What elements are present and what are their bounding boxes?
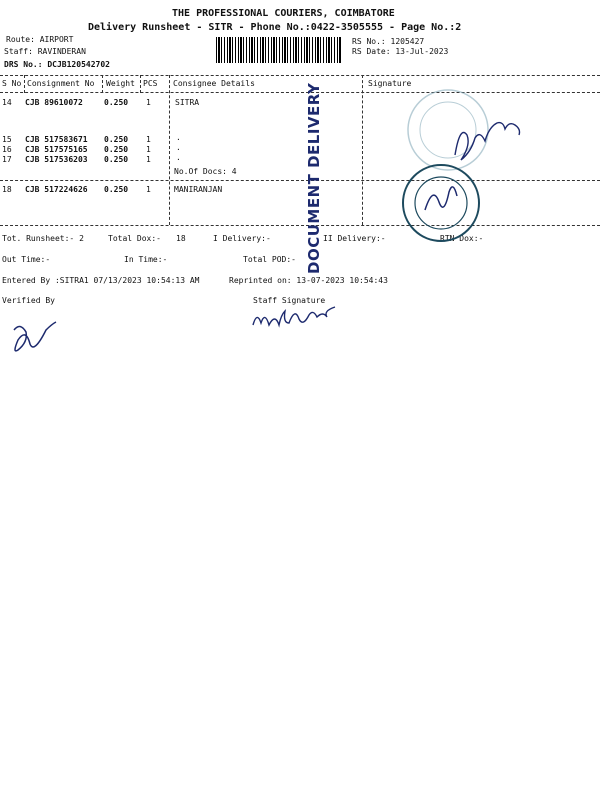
entered-by: Entered By :SITRA1 07/13/2023 10:54:13 AM xyxy=(2,276,200,285)
row-weight: 0.250 xyxy=(104,98,129,107)
runsheet-title: Delivery Runsheet - SITR - Phone No.:0422-3505555 - Page No.:2 xyxy=(88,22,462,33)
col-header-sno: S No xyxy=(2,79,22,88)
row-consignee: . xyxy=(176,143,181,152)
i-delivery: I Delivery:- xyxy=(213,234,271,243)
row-weight: 0.250 xyxy=(104,185,129,194)
tot-runsheet: Tot. Runsheet:- 2 xyxy=(2,234,84,243)
reprinted-on: Reprinted on: 13-07-2023 10:54:43 xyxy=(229,276,388,285)
row-sno: 15 xyxy=(2,135,12,144)
ii-delivery: II Delivery:- xyxy=(323,234,386,243)
row-sno: 16 xyxy=(2,145,12,154)
rs-number: RS No.: 1205427 xyxy=(352,37,425,46)
row-pcs: 1 xyxy=(146,98,151,107)
row-consignment: CJB 517224626 xyxy=(25,185,88,194)
row-consignment: CJB 517536203 xyxy=(25,155,88,164)
col-header-consignee: Consignee Details xyxy=(173,79,255,88)
row-weight: 0.250 xyxy=(104,135,129,144)
no-of-docs: No.Of Docs: 4 xyxy=(174,167,237,176)
company-title: THE PROFESSIONAL COURIERS, COIMBATORE xyxy=(172,8,395,19)
route-label: Route: AIRPORT xyxy=(6,35,74,44)
row-consignment: CJB 89610072 xyxy=(25,98,83,107)
company-round-stamp-icon xyxy=(403,165,479,241)
row-consignee: SITRA xyxy=(175,98,200,107)
total-dox-label: Total Dox:- xyxy=(108,234,161,243)
row-pcs: 1 xyxy=(146,135,151,144)
row-sno: 17 xyxy=(2,155,12,164)
rs-date: RS Date: 13-Jul-2023 xyxy=(352,47,449,56)
staff-signature-label: Staff Signature xyxy=(253,296,326,305)
row-pcs: 1 xyxy=(146,155,151,164)
staff-label: Staff: RAVINDERAN xyxy=(4,47,86,56)
row-consignee: MANIRANJAN xyxy=(174,185,223,194)
row-consignee: . xyxy=(176,153,181,162)
verified-by-label: Verified By xyxy=(2,296,55,305)
col-header-pcs: PCS xyxy=(143,79,158,88)
row-consignee: . xyxy=(176,133,181,142)
document-delivery-stamp: DOCUMENT DELIVERY xyxy=(305,82,323,274)
col-header-signature: Signature xyxy=(368,79,412,88)
row-pcs: 1 xyxy=(146,185,151,194)
row-pcs: 1 xyxy=(146,145,151,154)
row-weight: 0.250 xyxy=(104,145,129,154)
out-time: Out Time:- xyxy=(2,255,51,264)
row-weight: 0.250 xyxy=(104,155,129,164)
faded-round-stamp-icon xyxy=(408,90,488,170)
row-sno: 18 xyxy=(2,185,12,194)
row-consignment: CJB 517583671 xyxy=(25,135,88,144)
rtn-dox: RTN Dox:- xyxy=(440,234,484,243)
row-consignment: CJB 517575165 xyxy=(25,145,88,154)
row-sno: 14 xyxy=(2,98,12,107)
verified-signature-icon xyxy=(14,322,56,351)
in-time: In Time:- xyxy=(124,255,168,264)
total-dox-value: 18 xyxy=(176,234,186,243)
col-header-weight: Weight xyxy=(106,79,135,88)
staff-signature-icon xyxy=(253,307,335,325)
total-pod: Total POD:- xyxy=(243,255,296,264)
drs-number: DRS No.: DCJB120542702 xyxy=(4,60,110,69)
col-header-consignment: Consignment No xyxy=(27,79,95,88)
